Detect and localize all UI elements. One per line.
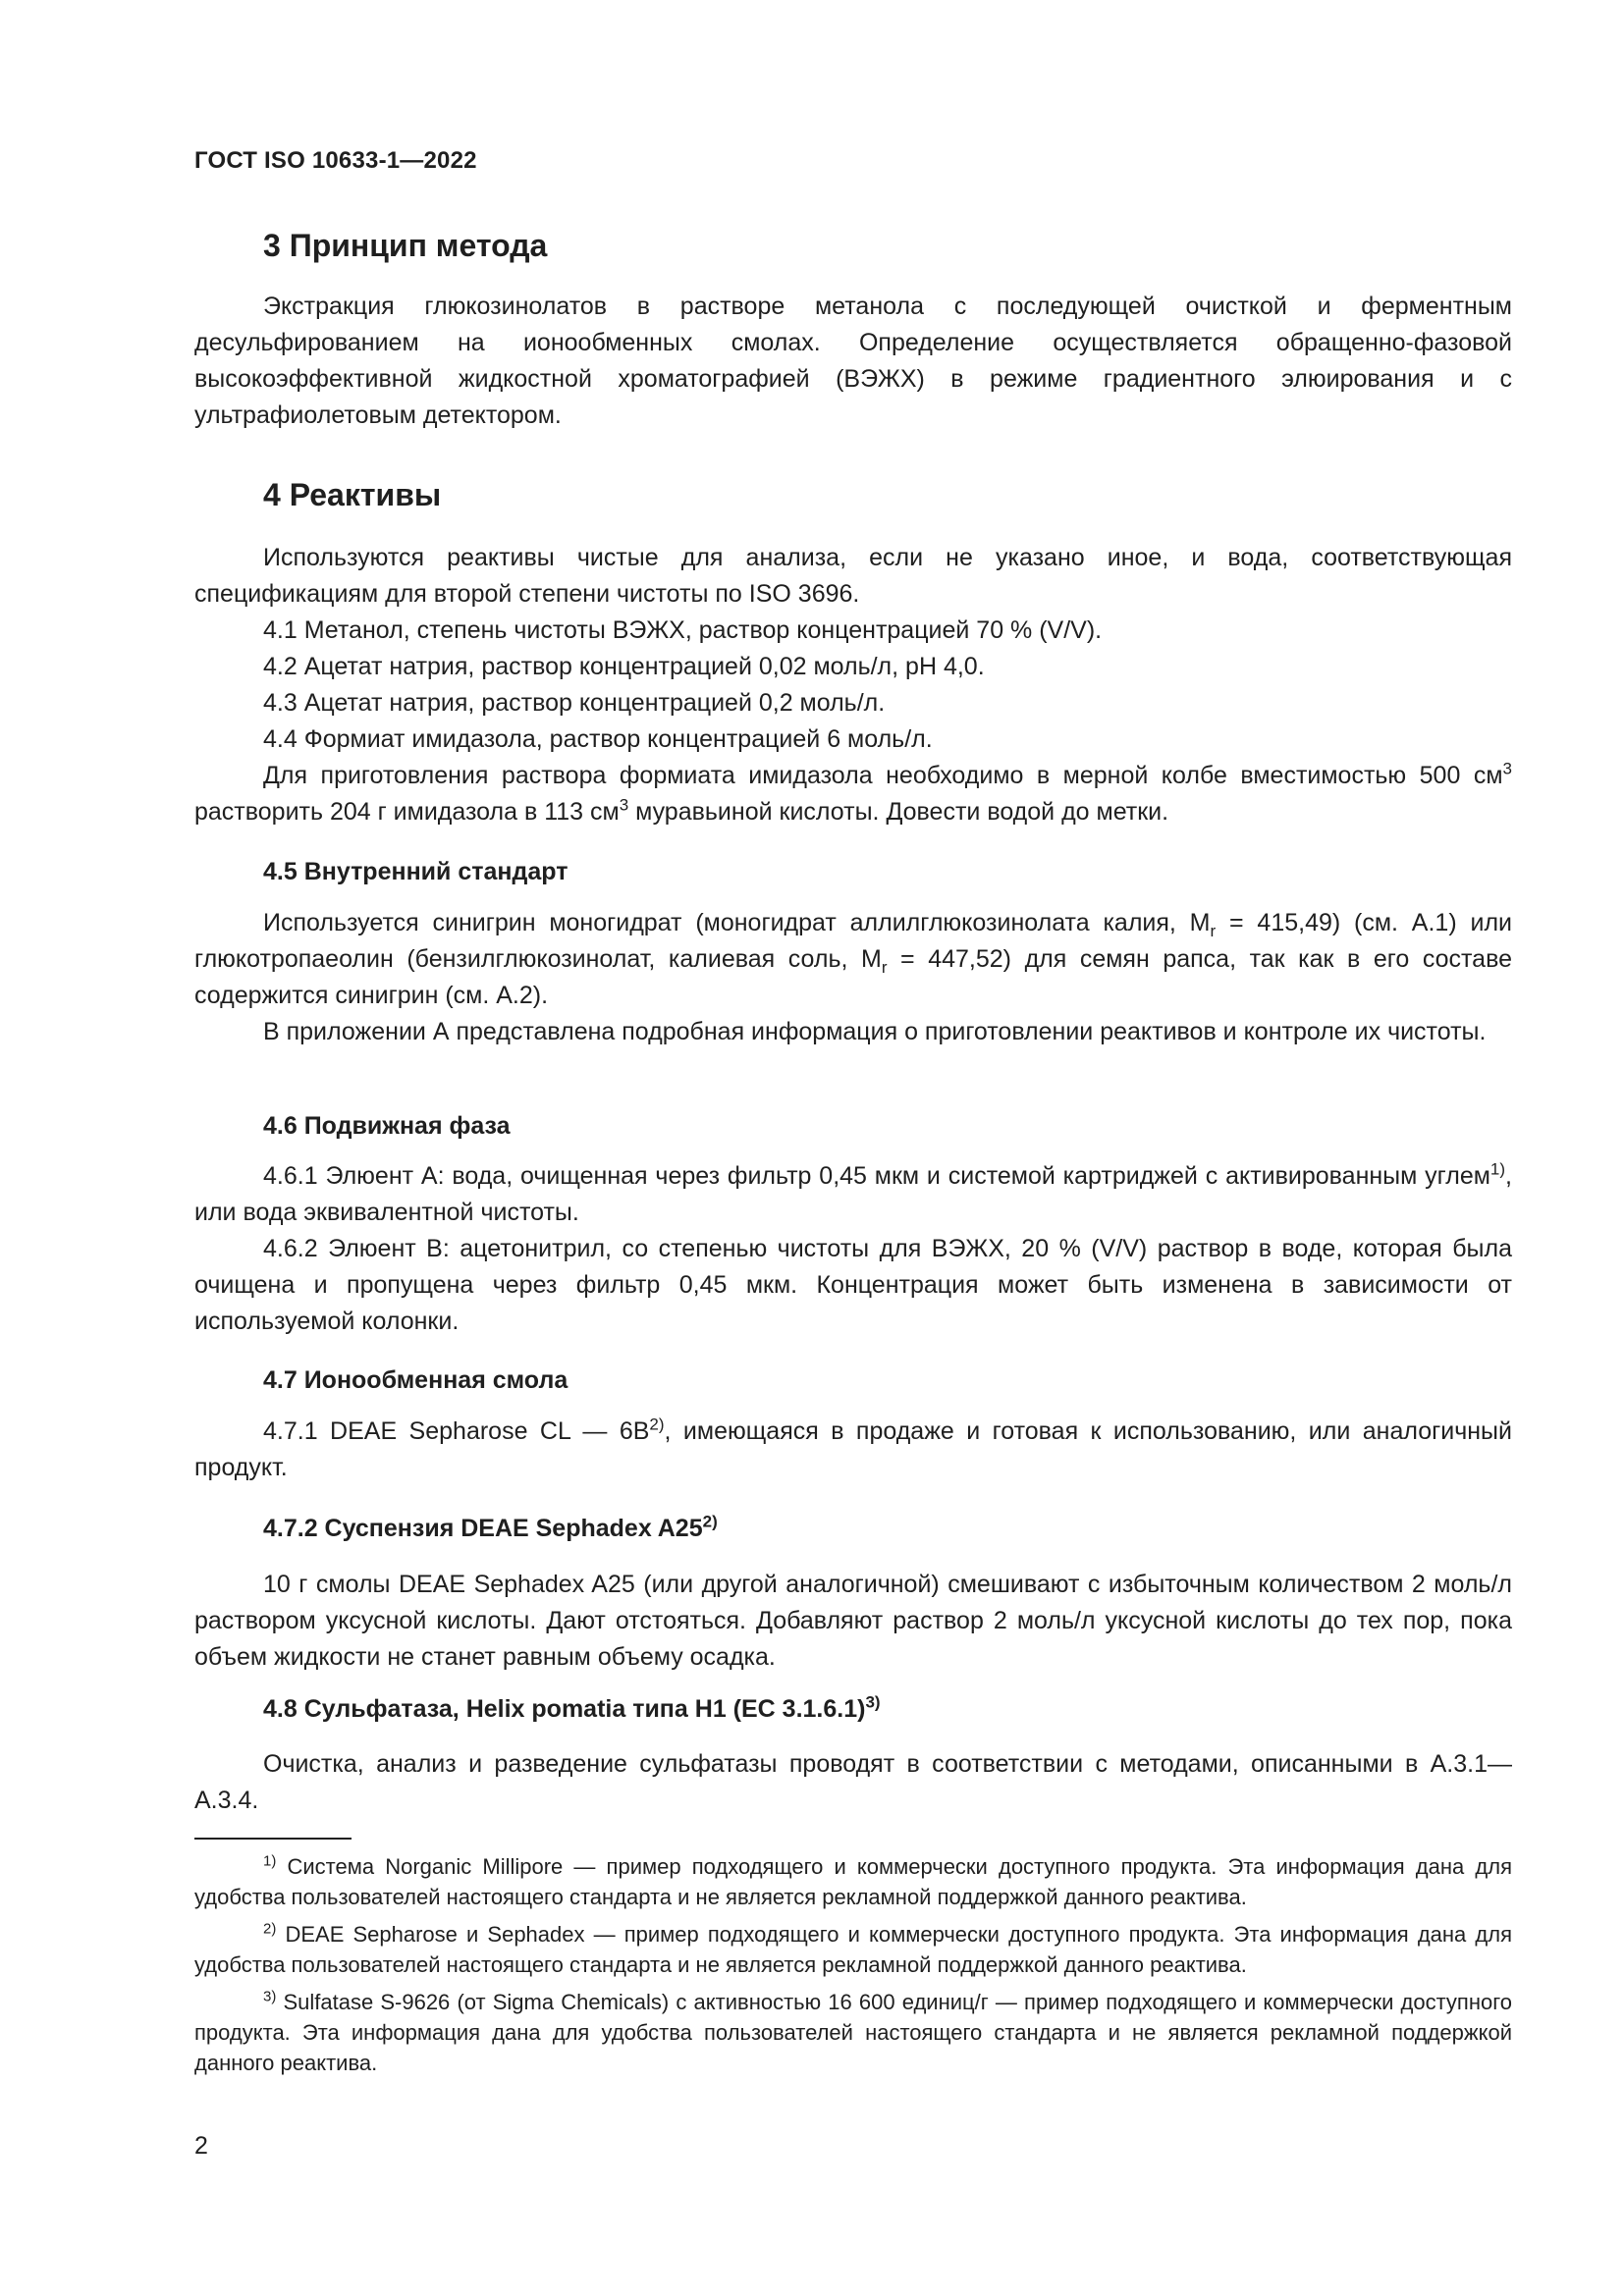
section-4-7-2 xyxy=(194,1512,1512,1543)
section-4-title: 4 Реактивы xyxy=(263,477,442,512)
section-4-6 xyxy=(194,1112,1512,1141)
item-4-1: 4.1 Метанол, степень чистоты ВЭЖХ, раствор концентрацией 70 % (V/V). xyxy=(263,616,1103,644)
page-number: 2 xyxy=(194,2132,208,2160)
section-3-text: Экстракция глюкозинолатов в растворе метанола с последующей очисткой и ферментным десульфированием на ионообменных смолах. Определение осуществляется обращенно-фазовой высокоэффективной жидкостной хроматографией (ВЭЖХ) в режиме градиентного элюирования и с ультрафиолетовым детектором. xyxy=(194,293,1512,429)
section-4-intro: Используются реактивы чистые для анализа, если не указано иное, и вода, соответствующая спецификациям для второй степени чистоты по ISO 3696. xyxy=(194,544,1512,608)
section-4-8-body xyxy=(194,1746,1512,1819)
imidazole-prep-text: Для приготовления раствора формиата имидазола необходимо в мерной колбе вместимостью 500 $см^3$ растворить 204 г имидазола в 113 $см^3$ муравьиной кислоты. Довести водой до метки. xyxy=(194,759,1512,826)
section-3 xyxy=(194,228,1512,264)
section-4-body xyxy=(194,540,1512,830)
item-4-2: 4.2 Ацетат натрия, раствор концентрацией 0,02 моль/л, рН 4,0. xyxy=(263,653,985,680)
section-4-7-2-title: 4.7.2 Суспензия DEAE Sephadex A25$^{2)}$ xyxy=(263,1512,718,1542)
footnote-separator xyxy=(194,1838,352,1840)
section-4 xyxy=(194,477,1512,513)
section-4-5 xyxy=(194,858,1512,886)
item-4-4: 4.4 Формиат имидазола, раствор концентрацией 6 моль/л. xyxy=(263,725,933,753)
section-4-5-body xyxy=(194,905,1512,1050)
footnote-3: $^{3)}$ Sulfatase S-9626 (от Sigma Chemicals) с активностью 16 600 единиц/г — пример подходящего и коммерчески доступного продукта. Эта информация дана для удобства пользователей настоящего стандарта и не является рекламной поддержкой данного реактива. xyxy=(194,1988,1512,2075)
section-4-7-body xyxy=(194,1414,1512,1486)
section-4-8 xyxy=(194,1692,1512,1724)
eluent-a-text: 4.6.1 Элюент А: вода, очищенная через фильтр 0,45 мкм и системой картриджей с активированным углем$^{1)}$, или вода эквивалентной чистоты. xyxy=(194,1159,1512,1226)
sephadex-suspension-text: 10 г смолы DEAE Sephadex A25 (или другой аналогичной) смешивают с избыточным количеством 2 моль/л раствором уксусной кислоты. Дают отстояться. Добавляют раствор 2 моль/л уксусной кислоты до тех пор, пока объем жидкости не станет равным объему осадка. xyxy=(194,1571,1512,1671)
section-4-7 xyxy=(194,1366,1512,1395)
deae-sepharose-text: 4.7.1 DEAE Sepharose CL — $6B^{2)}$, имеющаяся в продаже и готовая к использованию, или аналогичный продукт. xyxy=(194,1415,1512,1481)
document-code: ГОСТ ISO 10633-1—2022 xyxy=(194,147,477,174)
sulfatase-text: Очистка, анализ и разведение сульфатазы проводят в соответствии с методами, описанными в А.3.1—А.3.4. xyxy=(194,1750,1512,1814)
appendix-a-note: В приложении А представлена подробная информация о приготовлении реактивов и контроле их чистоты. xyxy=(263,1018,1487,1045)
eluent-b-text: 4.6.2 Элюент В: ацетонитрил, со степенью чистоты для ВЭЖХ, 20 % (V/V) раствор в воде, которая была очищена и пропущена через фильтр 0,45 мкм. Концентрация может быть изменена в зависимости от используемой колонки. xyxy=(194,1235,1512,1335)
section-4-6-title: 4.6 Подвижная фаза xyxy=(263,1112,511,1140)
section-4-6-body xyxy=(194,1158,1512,1340)
item-4-3: 4.3 Ацетат натрия, раствор концентрацией 0,2 моль/л. xyxy=(263,689,886,717)
internal-standard-text: Используется синигрин моногидрат (моногидрат аллилглюкозинолата калия, $M_r = 415,49$) (см. А.1) или глюкотропаеолин (бензилглюкозинолат, калиевая соль, $M_r = 447,52$) для семян рапса, так как в его составе содержится синигрин (см. А.2). xyxy=(194,909,1512,1009)
footnote-2: $^{2)}$ DEAE Sepharose и Sephadex — пример подходящего и коммерчески доступного продукта. Эта информация дана для удобства пользователей настоящего стандарта и не является рекламной поддержкой данного реактива. xyxy=(194,1920,1512,1977)
section-3-title: 3 Принцип метода xyxy=(263,228,548,263)
footnotes xyxy=(194,1851,1512,2078)
section-3-body xyxy=(194,289,1512,434)
footnote-1: $^{1)}$ Система Norganic Millipore — пример подходящего и коммерчески доступного продукта. Эта информация дана для удобства пользователей настоящего стандарта и не является рекламной поддержкой данного реактива. xyxy=(194,1852,1512,1909)
section-4-8-title: 4.8 Сульфатаза, Helix pomatia типа H1 (EC 3.1.6.1)$^{3)}$ xyxy=(263,1692,881,1723)
section-4-7-2-body xyxy=(194,1567,1512,1676)
section-4-7-title: 4.7 Ионообменная смола xyxy=(263,1366,568,1394)
section-4-5-title: 4.5 Внутренний стандарт xyxy=(263,858,568,885)
